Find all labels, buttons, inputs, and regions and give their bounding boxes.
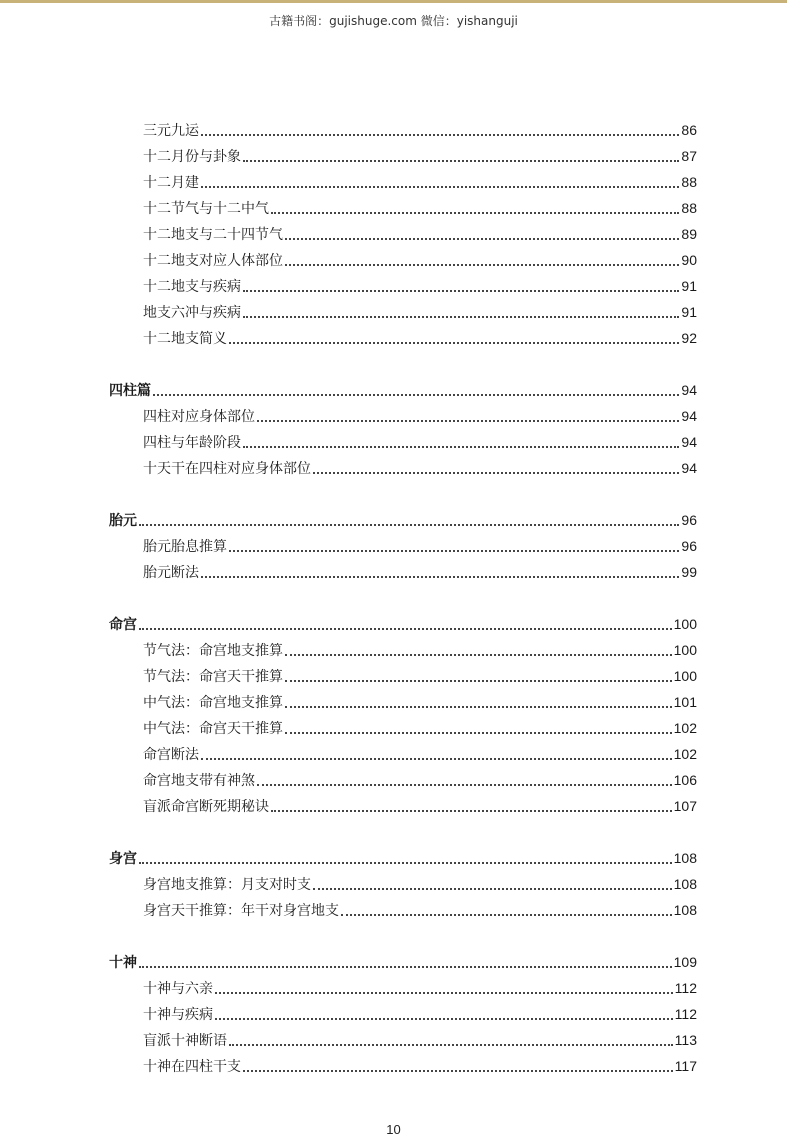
toc-entry-page: 112 [674, 980, 697, 996]
page-number: 10 [386, 1122, 401, 1137]
dot-leader [285, 230, 679, 240]
toc-entry-page: 100 [673, 616, 697, 632]
toc-entry[interactable] [0, 325, 697, 351]
toc-entry-label: 四柱篇 [109, 380, 151, 400]
toc-entry[interactable] [0, 1053, 697, 1079]
toc-entry-label: 地支六冲与疾病 [143, 302, 241, 322]
dot-leader [229, 1036, 673, 1046]
toc-entry-page: 96 [681, 512, 697, 528]
toc-entry-page: 96 [681, 538, 697, 554]
dot-leader [139, 620, 672, 630]
toc-entry-page: 91 [681, 278, 697, 294]
toc-section [0, 845, 787, 923]
toc-entry-page: 94 [681, 382, 697, 398]
top-rule [0, 0, 787, 3]
dot-leader [285, 672, 672, 682]
dot-leader [285, 724, 672, 734]
toc-entry-label: 命宫 [109, 614, 137, 634]
dot-leader [257, 776, 672, 786]
toc-entry[interactable] [0, 715, 697, 741]
toc-section [0, 507, 787, 585]
toc-entry-label: 四柱与年龄阶段 [143, 432, 241, 452]
toc-entry-page: 117 [674, 1058, 697, 1074]
dot-leader [243, 438, 679, 448]
dot-leader [139, 516, 679, 526]
toc-entry-page: 112 [674, 1006, 697, 1022]
dot-leader [243, 1062, 673, 1072]
toc-entry-page: 101 [673, 694, 697, 710]
table-of-contents [0, 117, 787, 1105]
toc-entry[interactable] [0, 273, 697, 299]
toc-entry[interactable] [0, 767, 697, 793]
dot-leader [313, 880, 672, 890]
toc-entry-page: 107 [673, 798, 697, 814]
toc-entry-label: 命宫地支带有神煞 [143, 770, 255, 790]
toc-entry[interactable] [0, 793, 697, 819]
toc-entry-page: 108 [673, 850, 697, 866]
toc-entry-page: 90 [681, 252, 697, 268]
toc-entry-page: 89 [681, 226, 697, 242]
dot-leader [285, 646, 672, 656]
toc-entry[interactable] [0, 689, 697, 715]
toc-entry-label: 身宫 [109, 848, 137, 868]
dot-leader [243, 152, 679, 162]
toc-entry-label: 四柱对应身体部位 [143, 406, 255, 426]
toc-entry-label: 十二地支与二十四节气 [143, 224, 283, 244]
dot-leader [243, 308, 679, 318]
toc-entry-label: 节气法：命宫地支推算 [143, 640, 283, 660]
dot-leader [313, 464, 679, 474]
toc-entry[interactable] [0, 663, 697, 689]
toc-entry-label: 节气法：命宫天干推算 [143, 666, 283, 686]
toc-entry-page: 87 [681, 148, 697, 164]
dot-leader [201, 178, 679, 188]
toc-entry-label: 十二地支与疾病 [143, 276, 241, 296]
toc-entry-label: 身宫地支推算：月支对时支 [143, 874, 311, 894]
toc-entry-label: 十神与疾病 [143, 1004, 213, 1024]
dot-leader [215, 984, 673, 994]
page-header: 古籍书阁：gujishuge.com 微信：yishanguji [269, 14, 518, 28]
toc-entry-label: 十二节气与十二中气 [143, 198, 269, 218]
toc-entry-label: 盲派命宫断死期秘诀 [143, 796, 269, 816]
dot-leader [257, 412, 679, 422]
dot-leader [285, 256, 679, 266]
dot-leader [271, 204, 679, 214]
dot-leader [285, 698, 672, 708]
toc-entry-label: 中气法：命宫天干推算 [143, 718, 283, 738]
toc-entry-label: 十二地支对应人体部位 [143, 250, 283, 270]
dot-leader [229, 542, 679, 552]
toc-entry-page: 91 [681, 304, 697, 320]
toc-entry-page: 86 [681, 122, 697, 138]
toc-chapter-entry[interactable] [0, 507, 697, 533]
toc-entry-page: 100 [673, 668, 697, 684]
toc-entry-page: 106 [673, 772, 697, 788]
toc-entry[interactable] [0, 429, 697, 455]
toc-entry-label: 胎元断法 [143, 562, 199, 582]
toc-entry-page: 94 [681, 408, 697, 424]
toc-entry-label: 十神与六亲 [143, 978, 213, 998]
toc-section [0, 117, 787, 351]
toc-entry[interactable] [0, 533, 697, 559]
toc-entry-label: 十天干在四柱对应身体部位 [143, 458, 311, 478]
dot-leader [201, 126, 679, 136]
toc-entry[interactable] [0, 1001, 697, 1027]
toc-entry[interactable] [0, 897, 697, 923]
toc-entry-page: 109 [673, 954, 697, 970]
toc-entry[interactable] [0, 299, 697, 325]
dot-leader [139, 958, 672, 968]
toc-entry[interactable] [0, 871, 697, 897]
toc-entry-page: 88 [681, 200, 697, 216]
toc-entry-page: 100 [673, 642, 697, 658]
toc-chapter-entry[interactable] [0, 377, 697, 403]
toc-chapter-entry[interactable] [0, 845, 697, 871]
toc-entry[interactable] [0, 117, 697, 143]
toc-entry-label: 十神在四柱干支 [143, 1056, 241, 1076]
toc-entry[interactable] [0, 637, 697, 663]
toc-entry[interactable] [0, 1027, 697, 1053]
toc-entry-page: 102 [673, 720, 697, 736]
dot-leader [201, 568, 679, 578]
toc-entry-label: 十二月建 [143, 172, 199, 192]
toc-entry[interactable] [0, 741, 697, 767]
toc-entry-label: 十神 [109, 952, 137, 972]
toc-entry-page: 108 [673, 876, 697, 892]
toc-entry-label: 身宫天干推算：年干对身宫地支 [143, 900, 339, 920]
toc-section [0, 949, 787, 1079]
dot-leader [201, 750, 672, 760]
toc-entry-label: 十二月份与卦象 [143, 146, 241, 166]
toc-entry-page: 108 [673, 902, 697, 918]
toc-entry-label: 三元九运 [143, 120, 199, 140]
toc-entry-page: 94 [681, 434, 697, 450]
toc-entry[interactable] [0, 455, 697, 481]
toc-entry[interactable] [0, 559, 697, 585]
toc-entry[interactable] [0, 221, 697, 247]
toc-entry-label: 盲派十神断语 [143, 1030, 227, 1050]
dot-leader [229, 334, 679, 344]
toc-chapter-entry[interactable] [0, 949, 697, 975]
dot-leader [139, 854, 672, 864]
toc-entry[interactable] [0, 169, 697, 195]
toc-entry-page: 92 [681, 330, 697, 346]
toc-chapter-entry[interactable] [0, 611, 697, 637]
toc-entry-label: 命宫断法 [143, 744, 199, 764]
dot-leader [271, 802, 672, 812]
toc-entry-page: 102 [673, 746, 697, 762]
toc-entry[interactable] [0, 975, 697, 1001]
toc-entry-label: 胎元 [109, 510, 137, 530]
toc-entry-label: 中气法：命宫地支推算 [143, 692, 283, 712]
toc-entry-page: 94 [681, 460, 697, 476]
dot-leader [243, 282, 679, 292]
dot-leader [153, 386, 679, 396]
toc-entry[interactable] [0, 143, 697, 169]
toc-section [0, 377, 787, 481]
toc-entry[interactable] [0, 247, 697, 273]
toc-entry-label: 胎元胎息推算 [143, 536, 227, 556]
dot-leader [341, 906, 672, 916]
toc-section [0, 611, 787, 819]
toc-entry-page: 88 [681, 174, 697, 190]
dot-leader [215, 1010, 673, 1020]
toc-entry[interactable] [0, 403, 697, 429]
toc-entry-label: 十二地支简义 [143, 328, 227, 348]
toc-entry-page: 113 [674, 1032, 697, 1048]
toc-entry-page: 99 [681, 564, 697, 580]
toc-entry[interactable] [0, 195, 697, 221]
